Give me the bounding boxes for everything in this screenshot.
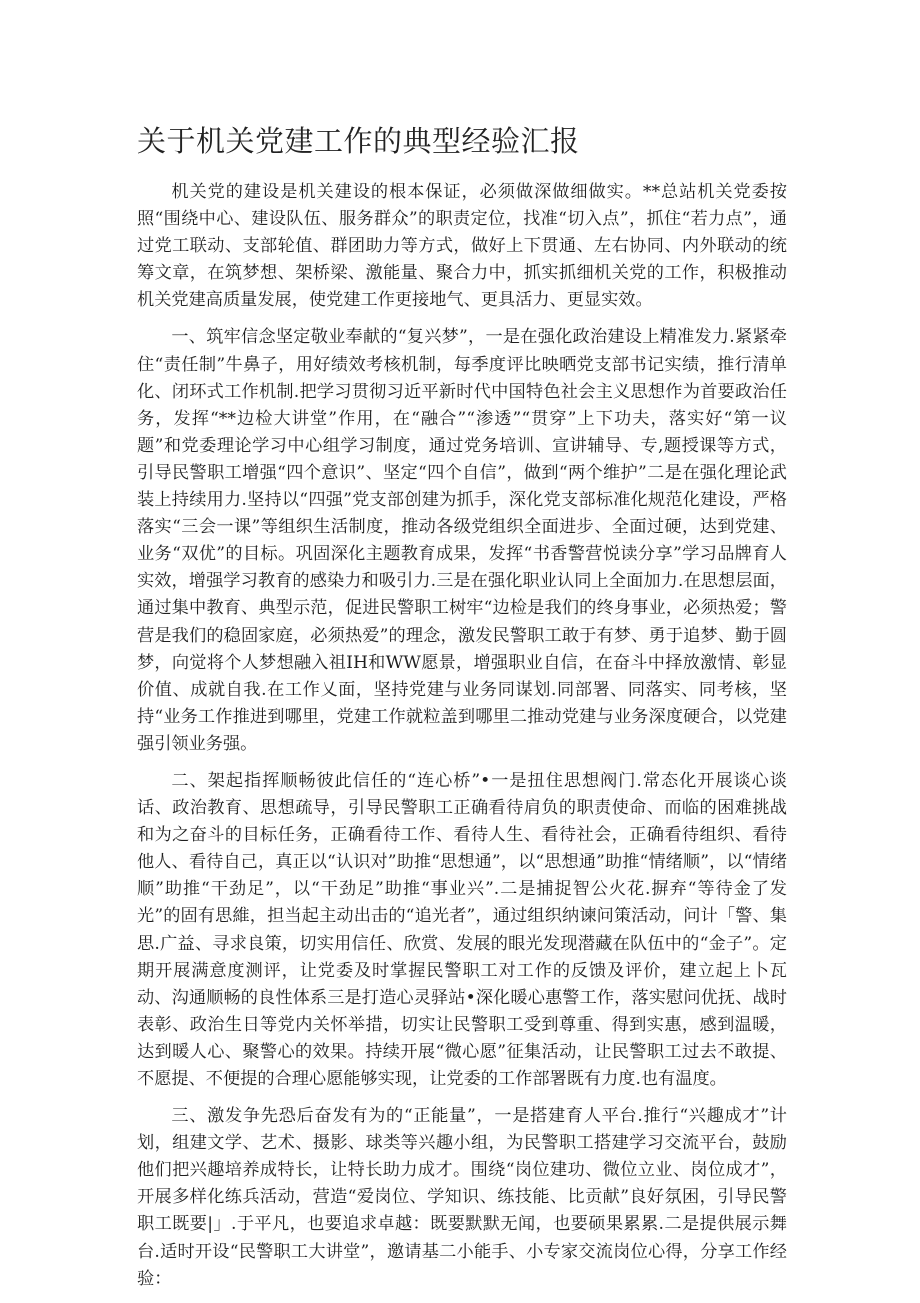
paragraph-intro: 机关党的建设是机关建设的根本保证，必须做深做细做实。**总站机关党委按照“围绕中心、建设队伍、服务群众”的职责定位，找准“切入点”，抓住“若力点”，通过党工联动、支部轮值、群团助力等方式，做好上下贯通、左右协同、内外联动的统筹文章，在筑梦想、架桥梁、激能量、聚合力中，抓实抓细机关党的工作，积极推动机关党建高质量发展，使党建工作更接地气、更具活力、更显实效。	[137, 182, 787, 311]
document-title: 关于机关党建工作的典型经验汇报	[137, 124, 580, 158]
paragraph-section-2: 二、架起指挥顺畅彼此信任的“连心桥”•一是扭住思想阀门.常态化开展谈心谈话、政治教育、思想疏导，引导民警职工正确看待肩负的职责使命、而临的困难挑战和为之奋斗的目标任务，正确看待工作、看待人生、看待社会，正确看待组织、看待他人、看待自己，真正以“认识对”助推“思想通”，以“思想通”助推“情绪顺”，以“情绪顺”助推“干劲足”，以“干劲足”助推“事业兴”.二是捕捉智公火花.摒弃“等待金了发光”的固有思維，担当起主动出击的“追光者”，通过组织纳谏问策活动，问计「警、集思.广益、寻求良策，切实用信任、欣赏、发展的眼光发现潜藏在队伍中的“金子”。定期开展满意度测评，让党委及时掌握民警职工对工作的反馈及评价，建立起上卜瓦动、沟通顺畅的良性体系三是打造心灵驿站•深化暖心惠警工作，落实慰问优抚、战时表彰、政治生日等党内关怀举措，切实让民警职工受到尊重、得到实惠，感到温暖，达到暖人心、聚警心的效果。持续开展“微心愿”征集活动，让民警职工过去不敢提、不愿提、不便提的合理心愿能够实现，让党委的工作部署既有力度.也有温度。	[137, 770, 787, 1089]
paragraph-section-3: 三、激发争先恐后奋发有为的“正能量”，一是搭建育人平台.推行“兴趣成才”计划，组建文学、艺术、摄影、球类等兴趣小组，为民警职工搭建学习交流平台，鼓励他们把兴趣培养成特长，让特长助力成才。围绕“岗位建功、微位立业、岗位成才”，开展多样化练兵活动，营造“爱岗位、学知识、练技能、比贡献”良好氛困，引导民警职工既要|」.于平凡，也要追求卓越：既要默默无闻，也要硕果累累.二是提供展示舞台.适时开设“民警职工大讲堂”，邀请基二小能手、小专家交流岗位心得，分享工作经验：	[137, 1106, 787, 1289]
paragraph-section-1: 一、筑牢信念坚定敬业奉献的“复兴梦”，一是在强化政治建设上精准发力.紧紧牵住“责任制”牛鼻子，用好绩效考核机制，每季度评比映晒党支部书记实绩，推行清单化、闭环式工作机制.把学习贯彻习近平新时代中国特色社会主义思想作为首要政治任务，发挥“**边检大讲堂”作用，在“融合”“渗透”“贯穿”上下功夫，落实好“第一议题”和党委理论学习中心组学习制度，通过党务培训、宣讲辅导、专,题授课等方式，引导民警职工增强“四个意识”、坚定“四个自信”，做到“两个维护”二是在强化理论武装上持续用力.坚持以“四强”党支部创建为抓手，深化党支部标准化规范化建设，严格落实“三会一课”等组织生活制度，推动各级党组织全面进步、全面过硬，达到党建、业务“双优”的目标。巩固深化主题教育成果，发挥“书香警营悦读分享”学习品牌育人实效，增强学习教育的感染力和吸引力.三是在强化职业认同上全面加力.在思想层面，通过集中教育、典型示范，促进民警职工树牢“边检是我们的终身事业，必须热爱；警营是我们的稳固家庭，必须热爱”的理念，激发民警职工敢于有梦、勇于追梦、勤于圆梦，向觉将个人梦想融入祖IH和WW愿景，增强职业自信，在奋斗中择放激情、彰显价值、成就自我.在工作乂面，坚持党建与业务同谋划.同部署、同落实、同考核，坚持“业务工作推进到哪里，党建工作就粒盖到哪里二推动党建与业务深度硬合，以党建强引领业务强。	[137, 327, 787, 754]
document-page	[137, 120, 787, 1303]
